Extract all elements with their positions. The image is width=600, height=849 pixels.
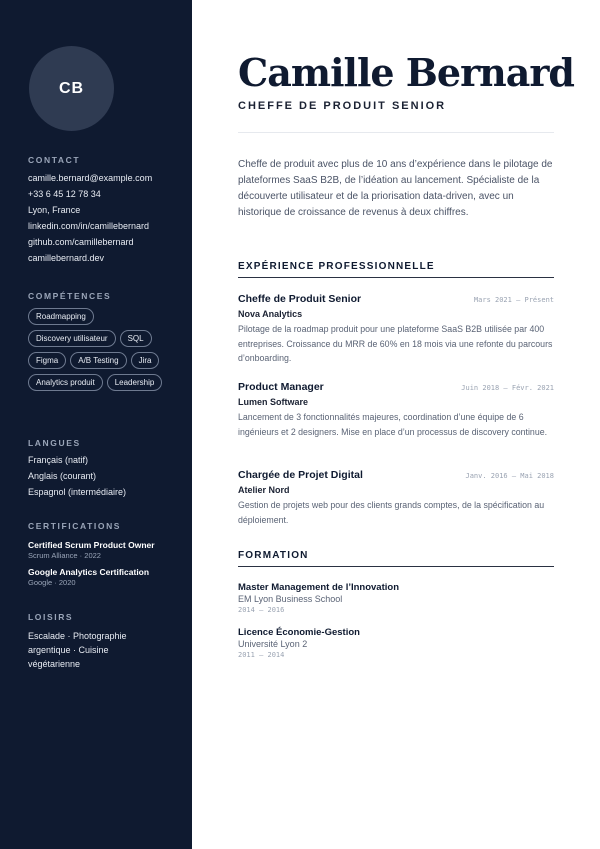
job-company: Atelier Nord (238, 485, 290, 495)
education-entry (238, 627, 554, 661)
contact-phone[interactable]: +33 6 45 12 78 34 (28, 189, 101, 199)
languages-list (28, 452, 188, 500)
skills-heading: COMPÉTENCES (28, 291, 112, 301)
language-item: Anglais (courant) (28, 471, 97, 481)
skill-chip: Analytics produit (28, 374, 103, 391)
skill-chip: Roadmapping (28, 308, 94, 325)
contact-heading: CONTACT (28, 155, 81, 165)
certification-issuer: Scrum Alliance · 2022 (28, 551, 101, 560)
skill-chip: Discovery utilisateur (28, 330, 116, 347)
job-date: Mars 2021 — Présent (473, 296, 554, 304)
job-date: Juin 2018 — Févr. 2021 (461, 384, 554, 392)
education-date: 2014 — 2016 (238, 606, 285, 614)
certifications-heading: CERTIFICATIONS (28, 521, 122, 531)
education-entry (238, 582, 554, 616)
skill-chip: Jira (131, 352, 160, 369)
job-entry (238, 381, 554, 439)
contact-location: Lyon, France (28, 205, 81, 215)
certification-title: Google Analytics Certification (28, 567, 150, 577)
hobbies-text (28, 629, 188, 671)
hobbies-heading: LOISIRS (28, 612, 74, 622)
hobbies-line: Escalade · Photographie (28, 631, 127, 641)
school-name: EM Lyon Business School (238, 594, 343, 604)
language-item: Français (natif) (28, 455, 89, 465)
certification-issuer: Google · 2020 (28, 578, 76, 587)
job-description: Pilotage de la roadmap produit pour une plateforme SaaS B2B utilisée par 400 entreprises. Croissance du MRR de 60% en 18 mois via une refonte du parcours d’onboarding. (238, 324, 553, 363)
contact-linkedin[interactable]: linkedin.com/in/camillebernard (28, 221, 150, 231)
skill-chip: SQL (120, 330, 152, 347)
job-entry (238, 469, 554, 527)
job-company: Nova Analytics (238, 309, 303, 319)
language-item: Espagnol (intermédiaire) (28, 487, 127, 497)
candidate-role: CHEFFE DE PRODUIT SENIOR (238, 100, 447, 112)
school-name: Université Lyon 2 (238, 639, 308, 649)
contact-list (28, 170, 188, 266)
job-title: Cheffe de Produit Senior (238, 293, 362, 305)
header-divider (238, 132, 554, 133)
sidebar (0, 0, 192, 849)
contact-email[interactable]: camille.bernard@example.com (28, 173, 153, 183)
job-title: Chargée de Projet Digital (238, 469, 363, 481)
certification-item (28, 540, 188, 560)
candidate-name: Camille Bernard (238, 50, 574, 95)
skill-chip: Leadership (107, 374, 163, 391)
skill-chip: Figma (28, 352, 66, 369)
skill-chip: A/B Testing (70, 352, 126, 369)
contact-website[interactable]: camillebernard.dev (28, 253, 105, 263)
job-company: Lumen Software (238, 397, 309, 407)
certification-item (28, 567, 188, 587)
certification-title: Certified Scrum Product Owner (28, 540, 155, 550)
education-heading: FORMATION (238, 550, 554, 567)
profile-summary: Cheffe de produit avec plus de 10 ans d’expérience dans le pilotage de plateformes SaaS B2B, de l’idéation au lancement. Spécialiste de la découverte utilisateur et de la priorisation data-driven, avec un historique de croissance de revenus à deux chiffres. (238, 159, 553, 218)
languages-heading: LANGUES (28, 438, 81, 448)
hobbies-line: argentique · Cuisine (28, 645, 109, 655)
skills-list (28, 308, 178, 391)
education-date: 2011 — 2014 (238, 651, 285, 659)
job-description: Lancement de 3 fonctionnalités majeures, coordination d’une équipe de 6 ingénieurs et 2 designers. Mise en place d’un processus de discovery continue. (238, 412, 548, 437)
experience-heading: EXPÉRIENCE PROFESSIONNELLE (238, 261, 554, 278)
job-description: Gestion de projets web pour des clients grands comptes, de la spécification au déploiement. (238, 500, 545, 525)
avatar: CB (29, 46, 114, 131)
degree-title: Master Management de l’Innovation (238, 582, 399, 593)
contact-github[interactable]: github.com/camillebernard (28, 237, 134, 247)
job-entry (238, 293, 554, 366)
degree-title: Licence Économie-Gestion (238, 627, 360, 638)
job-title: Product Manager (238, 381, 324, 393)
job-date: Janv. 2016 — Mai 2018 (465, 472, 554, 480)
hobbies-line: végétarienne (28, 659, 81, 669)
